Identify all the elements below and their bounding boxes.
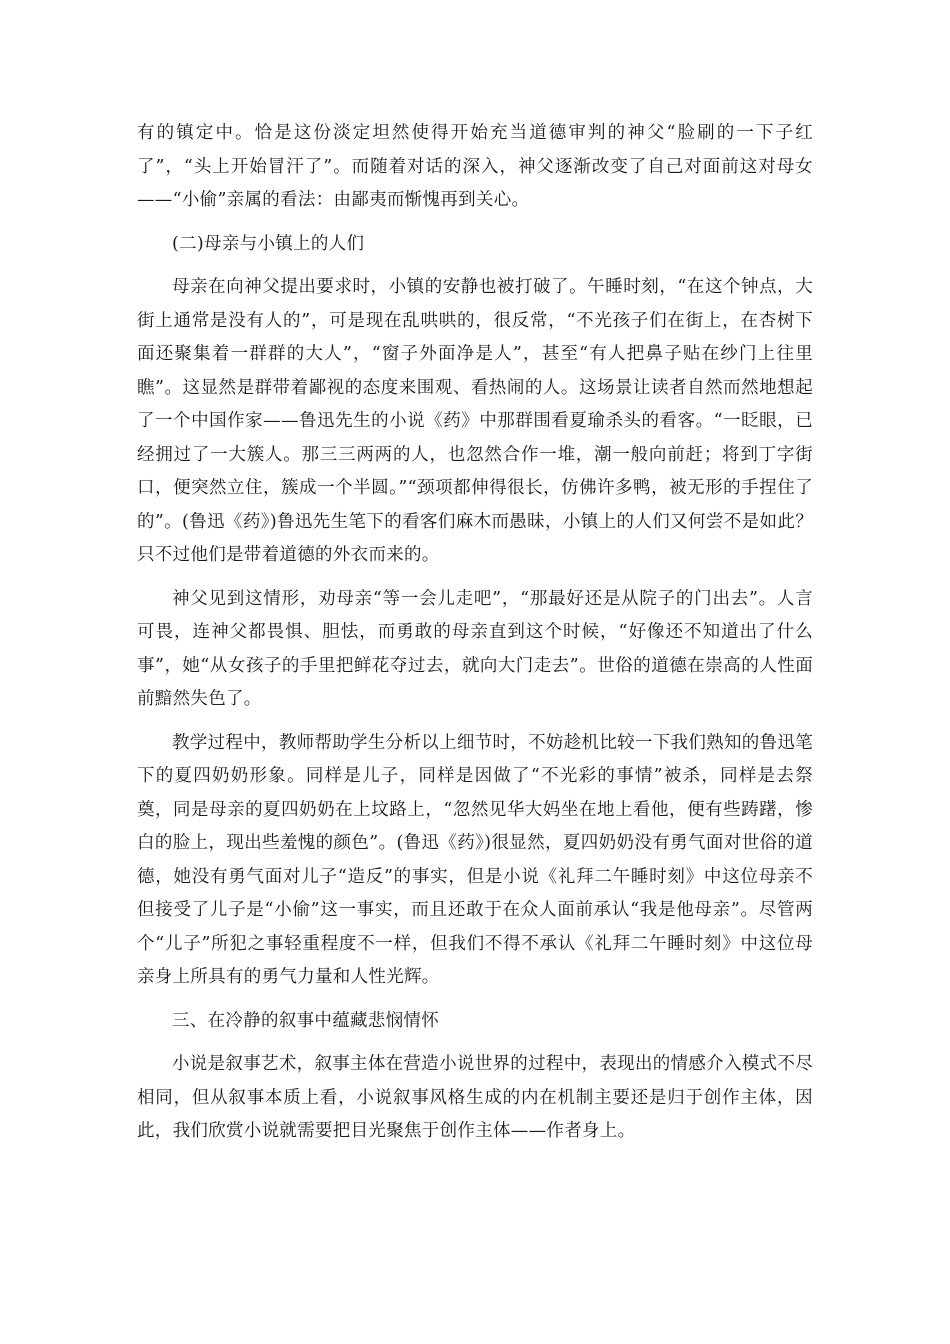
section-heading-mother-and-townspeople: (二)母亲与小镇上的人们 [172, 233, 365, 254]
document-body [137, 117, 813, 1149]
paragraph-narrative-art: 小说是叙事艺术，叙事主体在营造小说世界的过程中，表现出的情感介入模式不尽相同，但从叙事本质上看，小说叙事风格生成的内在机制主要还是归于创作主体，因此，我们欣赏小说就需要把目光聚焦于创作主体——作者身上。 [137, 1054, 813, 1141]
paragraph-townspeople: 母亲在向神父提出要求时，小镇的安静也被打破了。午睡时刻，“在这个钟点，大街上通常是没有人的”，可是现在乱哄哄的，很反常，“不光孩子们在街上，在杏树下面还聚集着一群群的大人”，“窗子外面净是人”，甚至“有人把鼻子贴在纱门上往里瞧”。这显然是群带着鄙视的态度来围观、看热闹的人。这场景让读者自然而然地想起了一个中国作家——鲁迅先生的小说《药》中那群围看夏瑜杀头的看客。“一眨眼，已经拥过了一大簇人。那三三两两的人，也忽然合作一堆，潮一般向前赶；将到丁字街口，便突然立住，簇成一个半圆。”“颈项都伸得很长，仿佛许多鸭，被无形的手捏住了的”。(鲁迅《药》)鲁迅先生笔下的看客们麻木而愚昧，小镇上的人们又何尝不是如此？只不过他们是带着道德的外衣而来的。 [137, 277, 813, 565]
paragraph-continuation: 有的镇定中。恰是这份淡定坦然使得开始充当道德审判的神父“脸刷的一下子红了”，“头上开始冒汗了”。而随着对话的深入，神父逐渐改变了自己对面前这对母女——“小偷”亲属的看法：由鄙夷而惭愧再到关心。 [137, 123, 813, 210]
paragraph-teaching-comparison: 教学过程中，教师帮助学生分析以上细节时，不妨趁机比较一下我们熟知的鲁迅笔下的夏四奶奶形象。同样是儿子，同样是因做了“不光彩的事情”被杀，同样是去祭奠，同是母亲的夏四奶奶在上坟路上，“忽然见华大妈坐在地上看他，便有些踌躇，惨白的脸上，现出些羞愧的颜色”。(鲁迅《药》)很显然，夏四奶奶没有勇气面对世俗的道德，她没有勇气面对儿子“造反”的事实，但是小说《礼拜二午睡时刻》中这位母亲不但接受了儿子是“小偷”这一事实，而且还敢于在众人面前承认“我是他母亲”。尽管两个“儿子”所犯之事轻重程度不一样，但我们不得不承认《礼拜二午睡时刻》中这位母亲身上所具有的勇气力量和人性光辉。 [137, 732, 813, 987]
paragraph-priest-advice: 神父见到这情形，劝母亲“等一会儿走吧”，“那最好还是从院子的门出去”。人言可畏，连神父都畏惧、胆怯，而勇敢的母亲直到这个时候，“好像还不知道出了什么事”，她“从女孩子的手里把鲜花夺过去，就向大门走去”。世俗的道德在崇高的人性面前黯然失色了。 [137, 588, 813, 709]
section-heading-calm-narration: 三、在冷静的叙事中蕴藏悲悯情怀 [172, 1010, 439, 1031]
